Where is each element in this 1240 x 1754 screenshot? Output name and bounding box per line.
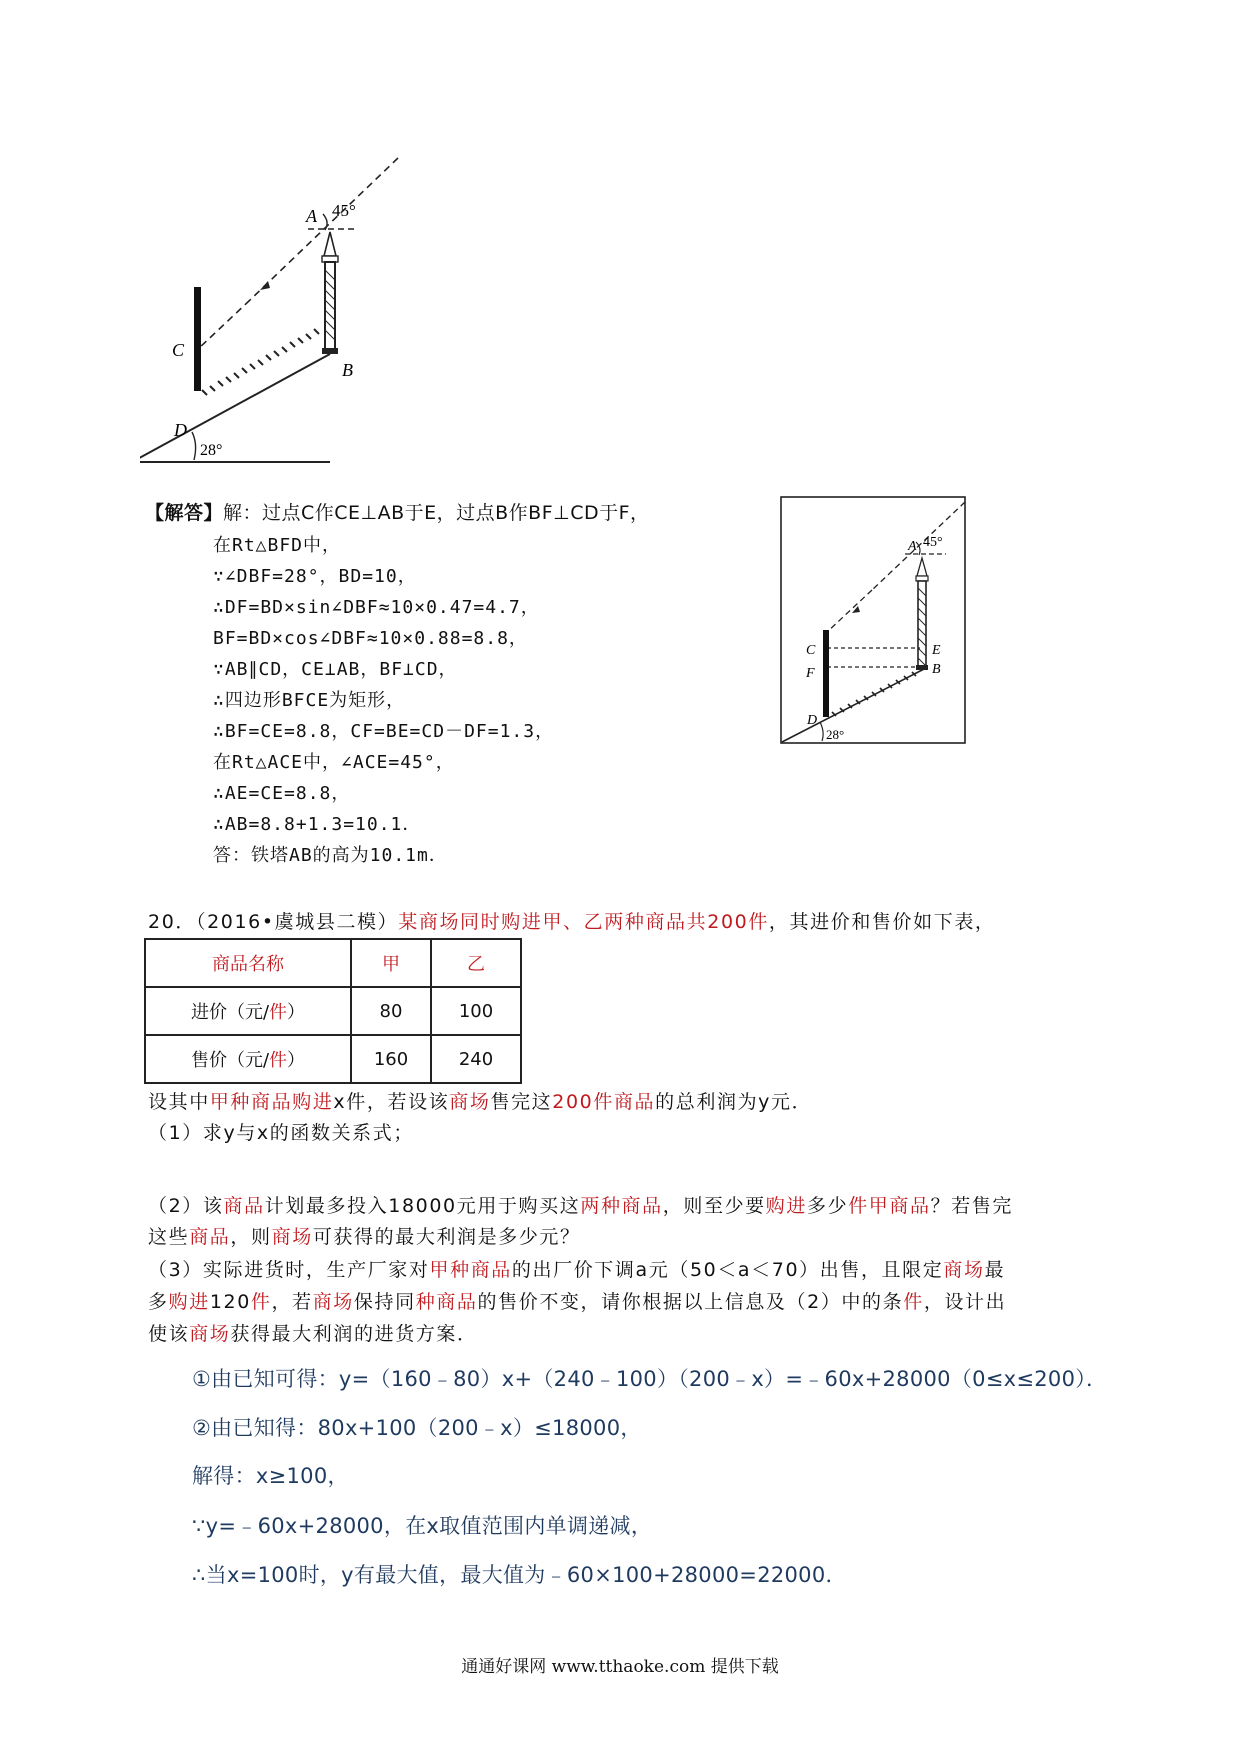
problem-highlight: 某商场同时购进甲、乙两种商品共200件: [398, 911, 769, 933]
answer-line: ∴当x=100时，y有最大值，最大值为﹣60×100+28000=22000．: [192, 1563, 847, 1587]
problem-intro: [148, 907, 996, 934]
answer-line: ①由已知可得：y=（160﹣80）x+（240﹣100）（200﹣x）=﹣60x+28000（0≤x≤200）．: [192, 1367, 1108, 1391]
fig2-label-45: 45°: [923, 535, 943, 550]
table-header-cell: 乙: [431, 939, 521, 987]
fig1-label-c: C: [172, 340, 185, 360]
solution-line: 答：铁塔AB的高为10.1m．: [213, 845, 448, 866]
solution-line: ∴AB=8.8+1.3=10.1．: [213, 814, 422, 835]
solution-line: ∵∠DBF=28°，BD=10，: [213, 566, 417, 587]
goods-price-table: [144, 938, 522, 1084]
table-cell: 80: [351, 987, 431, 1035]
table-header-row: [145, 939, 521, 987]
page-footer: 通通好课网 www.tthaoke.com 提供下载: [461, 1657, 779, 1677]
question-3-line-3: 使该商场获得最大利润的进货方案．: [148, 1323, 478, 1345]
figure-tower-construction: [780, 496, 966, 744]
fig1-label-45: 45°: [332, 201, 356, 220]
fig2-label-c: C: [806, 643, 816, 658]
fig1-label-d: D: [174, 420, 187, 440]
solution-line: BF=BD×cos∠DBF≈10×0.88=8.8，: [213, 628, 528, 649]
question-2-line-2: 这些商品，则商场可获得的最大利润是多少元？: [148, 1226, 581, 1248]
problem-source: 20．（2016•虞城县二模）: [148, 911, 399, 933]
table-cell: 240: [431, 1035, 521, 1083]
fig2-label-28: 28°: [826, 727, 845, 742]
solution-line: ∴四边形BFCE为矩形，: [213, 690, 406, 711]
solution-line: 在Rt△ACE中，∠ACE=45°，: [213, 752, 455, 773]
solution-line: 在Rt△BFD中，: [213, 535, 342, 556]
solution-line: ∵AB∥CD，CE⊥AB，BF⊥CD，: [213, 659, 458, 680]
table-cell: 100: [431, 987, 521, 1035]
fig1-label-28: 28°: [200, 442, 223, 459]
table-header-cell: 商品名称: [145, 939, 351, 987]
answer-line: ②由已知得：80x+100（200﹣x）≤18000，: [192, 1416, 642, 1440]
fig2-label-d: D: [807, 713, 818, 728]
solution-tag: 【解答】: [145, 502, 224, 524]
table-row: [145, 987, 521, 1035]
fig1-label-b: B: [342, 360, 353, 380]
solution-line: ∴DF=BD×sin∠DBF≈10×0.47=4.7，: [213, 597, 540, 618]
answer-line: ∵y=﹣60x+28000，在x取值范围内单调递减，: [192, 1514, 653, 1538]
solution-heading: [145, 498, 650, 525]
fig2-label-b: B: [932, 662, 941, 677]
question-3-line-1: （3）实际进货时，生产厂家对甲种商品的出厂价下调a元（50＜a＜70）出售，且限定商场最: [148, 1259, 1006, 1281]
question-3-line-2: 多购进120件，若商场保持同种商品的售价不变，请你根据以上信息及（2）中的条件，设计出: [148, 1291, 1007, 1313]
problem-intro-suffix: ，其进价和售价如下表，: [768, 911, 996, 933]
fig1-label-a: A: [306, 206, 317, 226]
table-cell: 进价（元/件）: [145, 987, 351, 1035]
fig2-label-f: F: [806, 666, 815, 681]
figure-tower-slope: [140, 150, 420, 480]
answer-line: 解得：x≥100，: [192, 1464, 349, 1488]
solution-line: ∴AE=CE=8.8，: [213, 783, 351, 804]
problem-setup: 设其中甲种商品购进x件，若设该商场售完这200件商品的总利润为y元．: [148, 1091, 813, 1113]
solution-heading-text: 解：过点C作CE⊥AB于E，过点B作BF⊥CD于F，: [223, 502, 650, 524]
table-cell: 160: [351, 1035, 431, 1083]
fig2-label-a: A: [908, 539, 917, 554]
solution-line: ∴BF=CE=8.8，CF=BE=CD－DF=1.3，: [213, 721, 555, 742]
question-2-line-1: （2）该商品计划最多投入18000元用于购买这两种商品，则至少要购进多少件甲商品？若售完: [148, 1195, 1013, 1217]
fig2-label-e: E: [932, 643, 941, 658]
table-cell: 售价（元/件）: [145, 1035, 351, 1083]
table-row: [145, 1035, 521, 1083]
table-header-cell: 甲: [351, 939, 431, 987]
question-1: （1）求y与x的函数关系式；: [148, 1122, 414, 1144]
